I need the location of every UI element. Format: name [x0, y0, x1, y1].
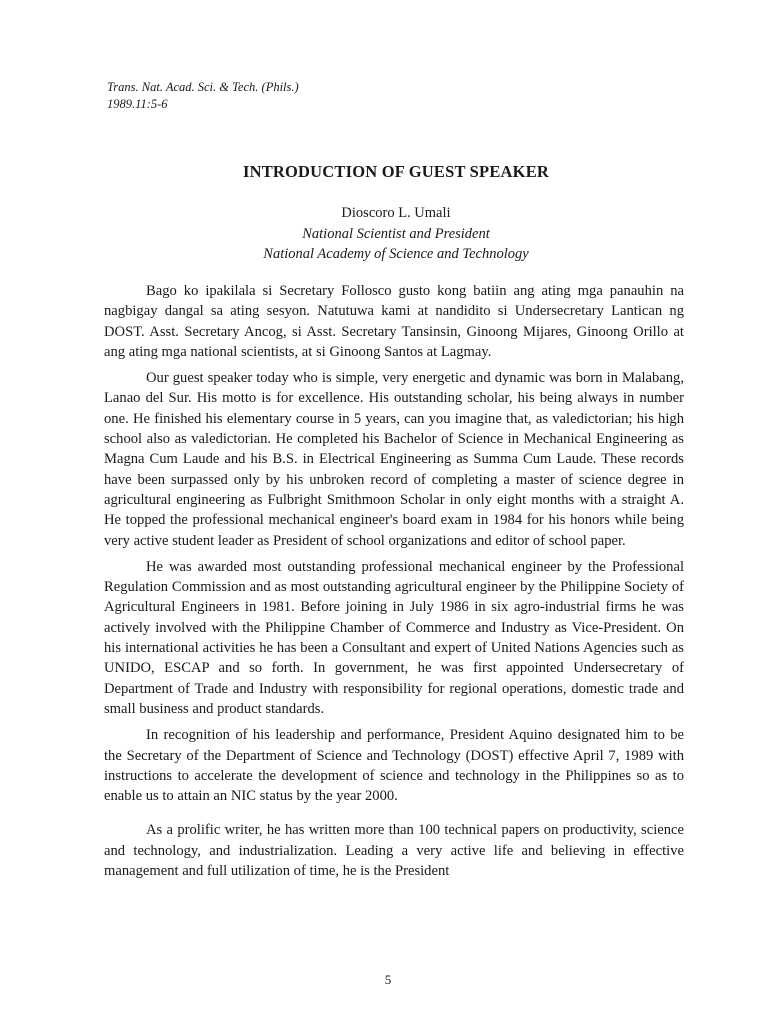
paragraph-2: Our guest speaker today who is simple, very energetic and dynamic was born in Malabang, Lanao del Sur. His motto is for excellence. His outstanding scholar, his being always in number one. He finished his elementary course in 5 years, can you imagine that, as valedictorian; his high school also as valedictorian. He completed his Bachelor of Science in Mechanical Engineering as Magna Cum Laude and his B.S. in Electrical Engineering as Summa Cum Laude. These records have been surpassed only by his unbroken record of completing a master of science degree in agricultural engineering as Fulbright Smithmoon Scholar in only eight months with a straight A. He topped the professional mechanical engineer's board exam in 1984 for his honors while being very active student leader as President of school organizations and editor of school paper.: [104, 370, 684, 549]
author-affiliation: National Academy of Science and Technology: [263, 246, 529, 262]
paragraph-1: Bago ko ipakilala si Secretary Follosco gusto kong batiin ang ating mga panauhin na nagbigay dangal sa ating sesyon. Natutuwa kami at nandidito si Undersecretary Lantican ng DOST. Asst. Secretary Ancog, si Asst. Secretary Tansinsin, Ginoong Mijares, Ginoong Orillo at ang ating mga national scientists, at si Ginoong Santos at Lagmay.: [104, 283, 684, 360]
author-block: [0, 203, 768, 265]
author-name: Dioscoro L. Umali: [341, 205, 451, 221]
journal-citation: [107, 79, 299, 113]
paragraph-4: In recognition of his leadership and performance, President Aquino designated him to be the Secretary of the Department of Science and Technology (DOST) effective April 7, 1989 with instructions to accelerate the development of science and technology in the Philippines so as to enable us to attain an NIC status by the year 2000.: [104, 727, 684, 805]
author-role: National Scientist and President: [302, 225, 490, 242]
journal-citation-line-2: 1989.11:5-6: [107, 97, 168, 111]
article-body: [104, 281, 684, 887]
paragraph-3: He was awarded most outstanding professional mechanical engineer by the Professional Regulation Commission and as most outstanding agricultural engineer by the Philippine Society of Agricultural Engineers in 1981. Before joining in July 1986 in six agro-industrial firms he was actively involved with the Philippine Chamber of Commerce and Industry as Vice-President. On his international activities he has been a Consultant and expert of United Nations Agencies such as UNIDO, ESCAP and so forth. In government, he was first appointed Undersecretary of Department of Trade and Industry with responsibility for regional operations, domestic trade and small business and product standards.: [104, 558, 684, 717]
page-number: 5: [384, 972, 392, 987]
paragraph-5: As a prolific writer, he has written more than 100 technical papers on productivity, science and technology, and industrialization. Leading a very active life and believing in effective management and full utilization of time, he is the President: [104, 822, 684, 880]
article-title: INTRODUCTION OF GUEST SPEAKER: [242, 162, 550, 181]
journal-citation-line-1: Trans. Nat. Acad. Sci. & Tech. (Phils.): [107, 80, 299, 94]
